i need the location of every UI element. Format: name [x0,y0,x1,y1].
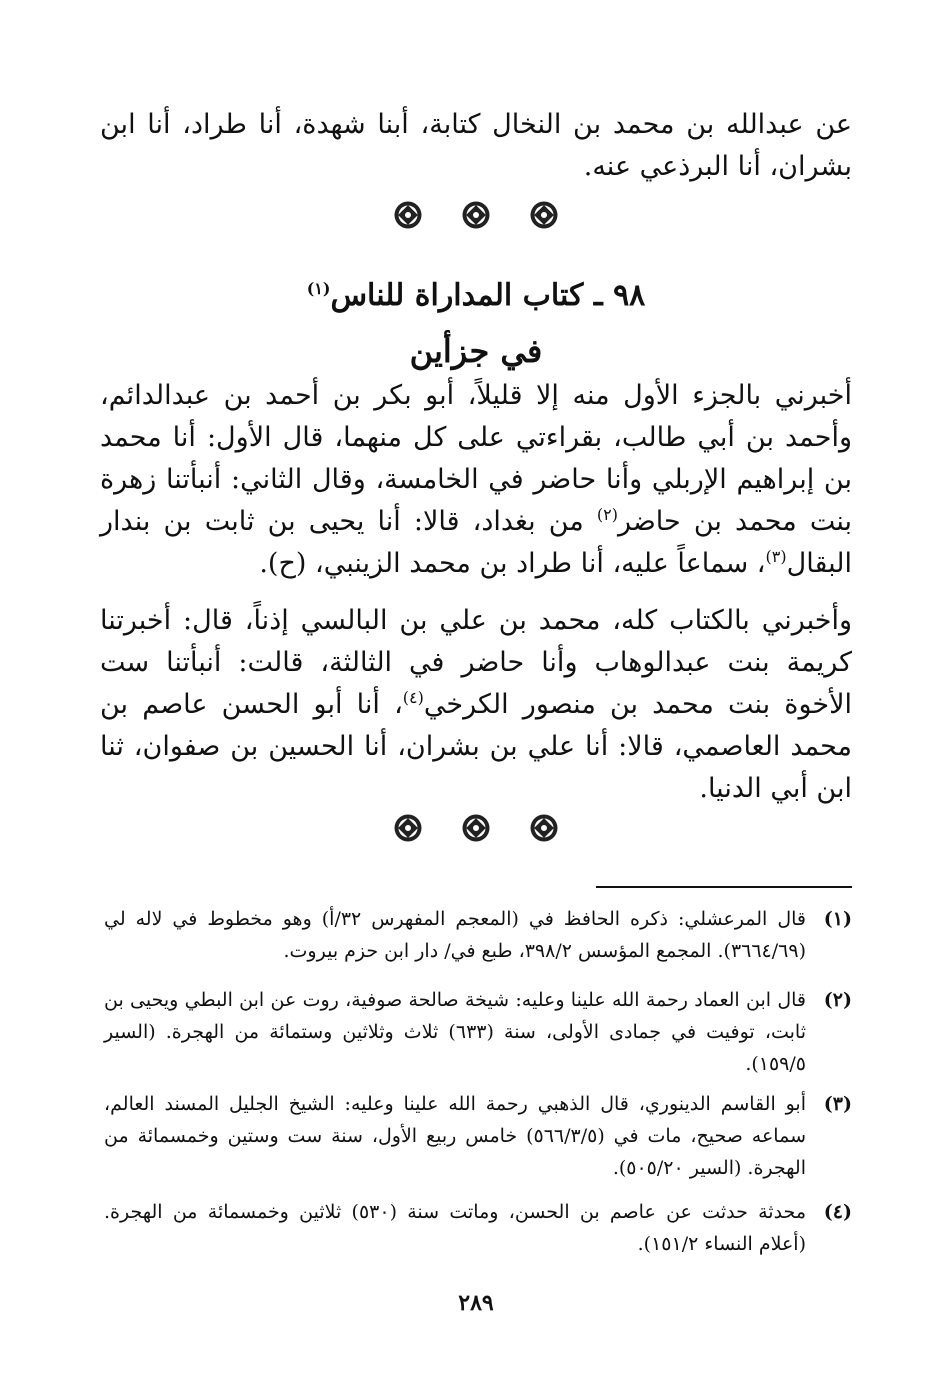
paragraph-1-part-3: ، سماعاً عليه، أنا طراد بن محمد الزينبي، (ح). [259,548,766,579]
rosette-ornament-icon [529,813,559,843]
intro-paragraph: عن عبدالله بن محمد بن النخال كتابة، أبنا شهدة، أنا طراد، أنا ابن بشران، أنا البرذعي عنه. [100,109,852,182]
paragraph-2 [100,600,852,810]
footnote-4 [104,1196,852,1260]
footnote-3 [104,1088,852,1184]
chapter-title [0,278,952,313]
paragraph-2-part-2: ، أنا أبو الحسن عاصم بن محمد العاصمي، قالا: أنا علي بن بشران، أنا الحسين بن صفوان، ثنا ابن أبي الدنيا. [100,689,852,804]
footnote-text: قال المرعشلي: ذكره الحافظ في (المعجم المفهرس ٣٢/أ) وهو مخطوط في لاله لي (٣٦٦٤/٦٩). المجمع المؤسس ٣٩٨/٢، طبع في/ دار ابن حزم بيروت. [104,908,806,962]
rosette-ornament-icon [393,813,423,843]
footnote-ref-3: (٣) [765,547,787,566]
footnote-ref-4: (٤) [402,688,424,707]
footnote-ref-1: (١) [306,279,331,298]
section-divider-top [0,200,952,230]
rosette-ornament-icon [529,200,559,230]
footnote-1 [104,903,852,967]
rosette-ornament-icon [461,813,491,843]
footnote-number: (٣) [823,1093,852,1115]
footnote-text: أبو القاسم الدينوري، قال الذهبي رحمة الله علينا وعليه: الشيخ الجليل المسند العالم، سماعه صحيح، مات في (٥٦٦/٣/٥) خامس ربيع الأول، سنة ست وستين وخمسمائة من الهجرة. (السير ٥٠٥/٢٠). [104,1093,806,1179]
footnote-text: محدثة حدثت عن عاصم بن الحسن، وماتت سنة (٥٣٠) ثلاثين وخمسمائة من الهجرة. (أعلام النساء ١٥١/٢). [104,1201,806,1255]
rosette-ornament-icon [393,200,423,230]
footnote-ref-2: (٢) [596,505,618,524]
footnote-number: (١) [823,908,852,930]
chapter-title-text: ٩٨ ـ كتاب المداراة للناس [330,278,646,313]
section-divider-bottom [0,813,952,843]
paragraph-1-part-1: أخبرني بالجزء الأول منه إلا قليلاً، أبو بكر بن أحمد بن عبدالدائم، وأحمد بن أبي طالب، بقراءتي على كل منهما، قال الأول: أنا محمد بن إبراهيم الإربلي وأنا حاضر في الخامسة، وقال الثاني: أنبأتنا زهرة بنت محمد بن حاضر [100,380,852,537]
footnote-2 [104,984,852,1080]
paragraph-1-part-2: من بغداد، قالا: أنا يحيى بن ثابت بن بندار البقال [100,506,852,579]
footnote-number: (٢) [823,989,852,1011]
paragraph-2-part-1: وأخبرني بالكتاب كله، محمد بن علي بن البالسي إذناً، قال: أخبرتنا كريمة بنت عبدالوهاب وأنا حاضر في الثالثة، قالت: أنبأتنا ست الأخوة بنت محمد بن منصور الكرخي [100,605,852,720]
page-number: ٢٨٩ [458,1290,494,1316]
footnote-text: قال ابن العماد رحمة الله علينا وعليه: شيخة صالحة صوفية، روت عن ابن البطي ويحيى بن ثابت، توفيت في جمادى الأولى، سنة (٦٣٣) ثلاث وثلاثين وستمائة من الهجرة. (السير ١٥٩/٥). [104,989,806,1075]
footnote-number: (٤) [823,1201,852,1223]
paragraph-1 [100,375,852,585]
chapter-subtitle: في جزأين [409,332,543,370]
rosette-ornament-icon [461,200,491,230]
footnote-separator [596,886,852,888]
